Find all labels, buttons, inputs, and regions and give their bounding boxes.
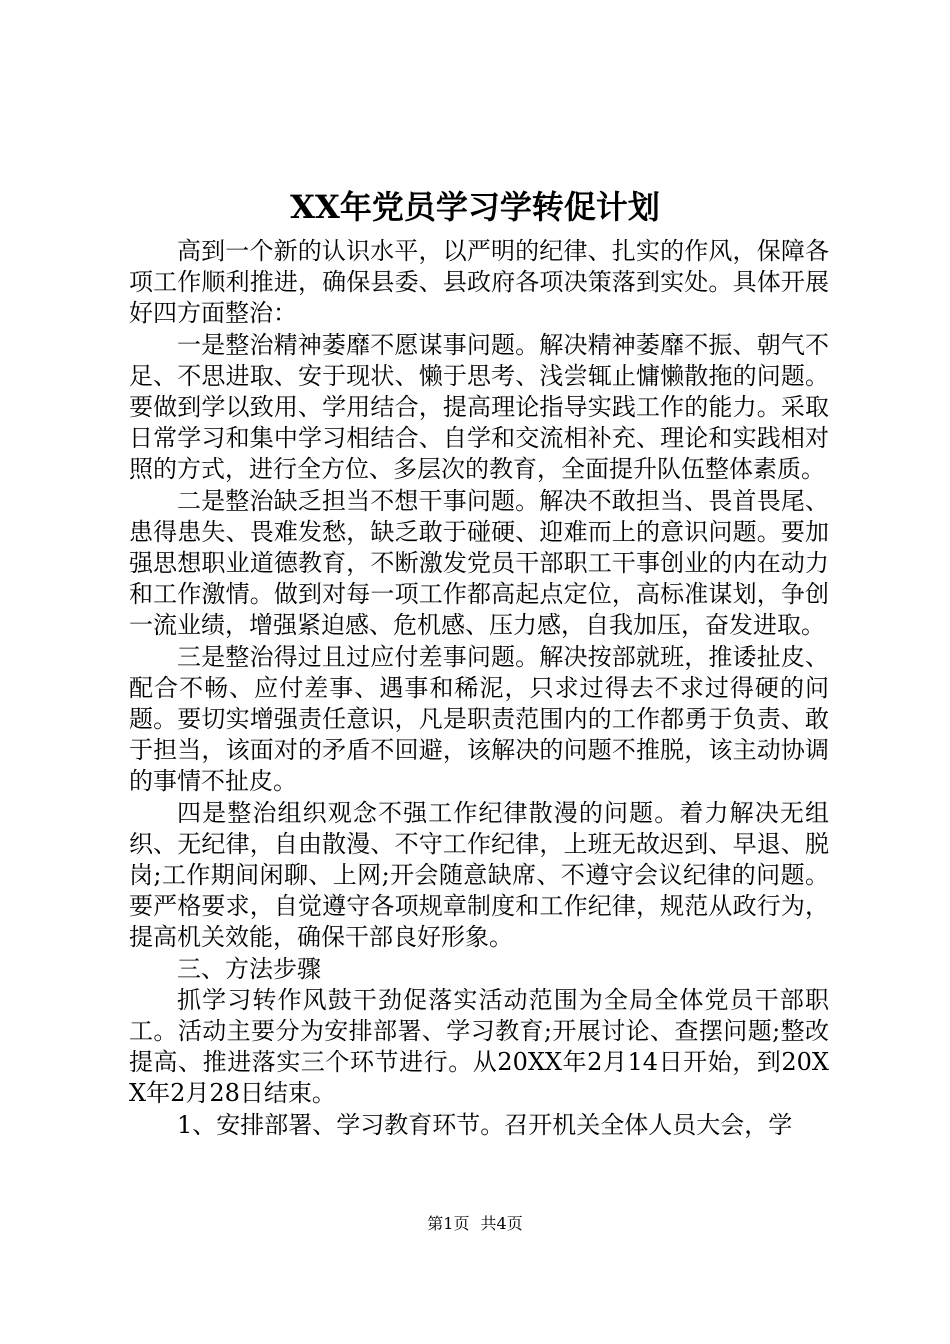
document-title: XX年党员学习学转促计划 <box>290 188 660 226</box>
paragraph-item-four: 四是整治组织观念不强工作纪律散漫的问题。着力解决无组织、无纪律，自由散漫、不守工作纪律，上班无故迟到、早退、脱岗;工作期间闲聊、上网;开会随意缺席、不遵守会议纪律的问题。要严格要求，自觉遵守各项规章制度和工作纪律，规范从政行为，提高机关效能，确保干部良好形象。 <box>129 798 829 952</box>
paragraph-intro: 高到一个新的认识水平，以严明的纪律、扎实的作风，保障各项工作顺利推进，确保县委、县政府各项决策落到实处。具体开展好四方面整治： <box>129 237 829 328</box>
document-body <box>129 236 829 1141</box>
paragraph-step-one: 1、安排部署、学习教育环节。召开机关全体人员大会，学 <box>177 1110 793 1139</box>
paragraph-methods: 抓学习转作风鼓干劲促落实活动范围为全局全体党员干部职工。活动主要分为安排部署、学习教育;开展讨论、查摆问题;整改提高、推进落实三个环节进行。从20XX年2月14日开始，到20XX年2月28日结束。 <box>129 985 829 1108</box>
page-total: 共4页 <box>480 1214 523 1233</box>
page-footer <box>0 1213 950 1235</box>
paragraph-item-three: 三是整治得过且过应付差事问题。解决按部就班，推诿扯皮、配合不畅、应付差事、遇事和稀泥，只求过得去不求过得硬的问题。要切实增强责任意识，凡是职责范围内的工作都勇于负责、敢于担当，该面对的矛盾不回避，该解决的问题不推脱，该主动协调的事情不扯皮。 <box>129 642 829 796</box>
page-number: 第1页 <box>427 1214 470 1233</box>
paragraph-item-one: 一是整治精神萎靡不愿谋事问题。解决精神萎靡不振、朝气不足、不思进取、安于现状、懒于思考、浅尝辄止慵懒散拖的问题。要做到学以致用、学用结合，提高理论指导实践工作的能力。采取日常学习和集中学习相结合、自学和交流相补充、理论和实践相对照的方式，进行全方位、多层次的教育，全面提升队伍整体素质。 <box>129 330 829 484</box>
paragraph-item-two: 二是整治缺乏担当不想干事问题。解决不敢担当、畏首畏尾、患得患失、畏难发愁，缺乏敢于碰硬、迎难而上的意识问题。要加强思想职业道德教育，不断激发党员干部职工干事创业的内在动力和工作激情。做到对每一项工作都高起点定位，高标准谋划，争创一流业绩，增强紧迫感、危机感、压力感，自我加压，奋发进取。 <box>129 486 829 640</box>
section-heading-methods: 三、方法步骤 <box>177 954 321 983</box>
